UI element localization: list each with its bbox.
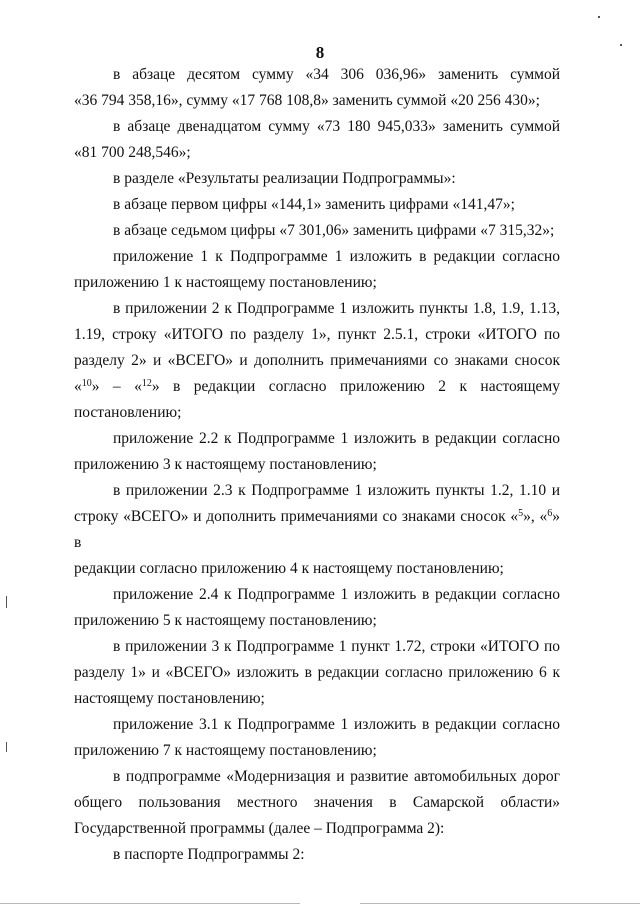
text-line: Государственной программы (далее – Подпрограмма 2): <box>74 820 445 837</box>
text-line: приложению 1 к настоящему постановлению; <box>74 274 377 291</box>
text-line-footnotes <box>74 504 560 556</box>
paragraph-passport: в паспорте Подпрограммы 2: <box>113 846 305 863</box>
text-line: в абзаце десятом сумму «34 306 036,96» заменить суммой <box>113 66 560 83</box>
text-line: «36 794 358,16», сумму «17 768 108,8» заменить суммой «20 256 430»; <box>74 92 540 109</box>
text-line: в подпрограмме «Модернизация и развитие автомобильных дорог <box>113 768 560 785</box>
paragraph-amount-twelfth <box>74 114 560 166</box>
scan-speck <box>620 44 622 46</box>
text-fragment: » – « <box>91 378 142 395</box>
text-line: общего пользования местного значения в Самарской области» <box>74 794 560 811</box>
text-line: в приложении 2.3 к Подпрограмме 1 изложить пункты 1.2, 1.10 и <box>113 482 560 499</box>
text-line: приложению 5 к настоящему постановлению; <box>74 612 377 629</box>
paragraph-appendix-3 <box>74 634 560 712</box>
text-line: 1.19, строку «ИТОГО по разделу 1», пункт 2.5.1, строки «ИТОГО по <box>74 326 560 343</box>
text-fragment: строку «ВСЕГО» и дополнить примечаниями со знаками сносок « <box>74 508 519 525</box>
text-line: приложение 3.1 к Подпрограмме 1 изложить в редакции согласно <box>113 716 560 733</box>
scan-speck <box>6 742 7 752</box>
paragraph-subprogram-2 <box>74 764 560 842</box>
footnote-mark: 6 <box>547 508 553 519</box>
scan-speck <box>6 596 7 608</box>
text-line: приложению 7 к настоящему постановлению; <box>74 742 377 759</box>
text-line-footnotes <box>74 374 560 400</box>
text-fragment: » в редакции согласно приложению 2 к настоящему <box>151 378 560 395</box>
text-line: в приложении 2 к Подпрограмме 1 изложить пункты 1.8, 1.9, 1.13, <box>113 300 560 317</box>
text-line: редакции согласно приложению 4 к настоящему постановлению; <box>74 560 504 577</box>
text-fragment: « <box>74 378 82 395</box>
paragraph-appendix-2 <box>74 296 560 426</box>
text-fragment: » в <box>74 508 561 551</box>
paragraph-appendix-2-3 <box>74 478 560 582</box>
text-line: в абзаце двенадцатом сумму «73 180 945,033» заменить суммой <box>113 118 560 135</box>
text-line: приложение 2.4 к Подпрограмме 1 изложить в редакции согласно <box>113 586 560 603</box>
footnote-mark: 10 <box>81 378 92 389</box>
text-line: приложение 2.2 к Подпрограмме 1 изложить в редакции согласно <box>113 430 560 447</box>
page-number: 8 <box>315 43 325 62</box>
text-line: настоящему постановлению; <box>74 690 265 707</box>
paragraph-appendix-1 <box>74 244 560 296</box>
paragraph-first-figures: в абзаце первом цифры «144,1» заменить цифрами «141,47»; <box>113 196 515 213</box>
text-line: разделу 2» и «ВСЕГО» и дополнить примечаниями со знаками сносок <box>74 352 560 369</box>
footnote-mark: 12 <box>141 378 152 389</box>
footnote-mark: 5 <box>518 508 524 519</box>
text-line: в приложении 3 к Подпрограмме 1 пункт 1.72, строки «ИТОГО по <box>113 638 560 655</box>
paragraph-appendix-2-4 <box>74 582 560 634</box>
text-line: «81 700 248,546»; <box>74 144 191 161</box>
paragraph-amount-tenth <box>74 62 560 114</box>
paragraph-appendix-2-2 <box>74 426 560 478</box>
text-fragment: », « <box>523 508 548 525</box>
scan-line <box>360 903 640 904</box>
scan-speck <box>598 16 600 18</box>
text-line: приложение 1 к Подпрограмме 1 изложить в редакции согласно <box>113 248 560 265</box>
paragraph-results-section: в разделе «Результаты реализации Подпрограммы»: <box>113 170 456 187</box>
document-body <box>74 62 560 868</box>
text-line: разделу 1» и «ВСЕГО» изложить в редакции согласно приложению 6 к <box>74 664 560 681</box>
text-line: приложению 3 к настоящему постановлению; <box>74 456 377 473</box>
paragraph-appendix-3-1 <box>74 712 560 764</box>
text-line: постановлению; <box>74 404 182 421</box>
paragraph-seventh-figures: в абзаце седьмом цифры «7 301,06» заменить цифрами «7 315,32»; <box>113 222 555 239</box>
scan-line <box>0 903 300 904</box>
